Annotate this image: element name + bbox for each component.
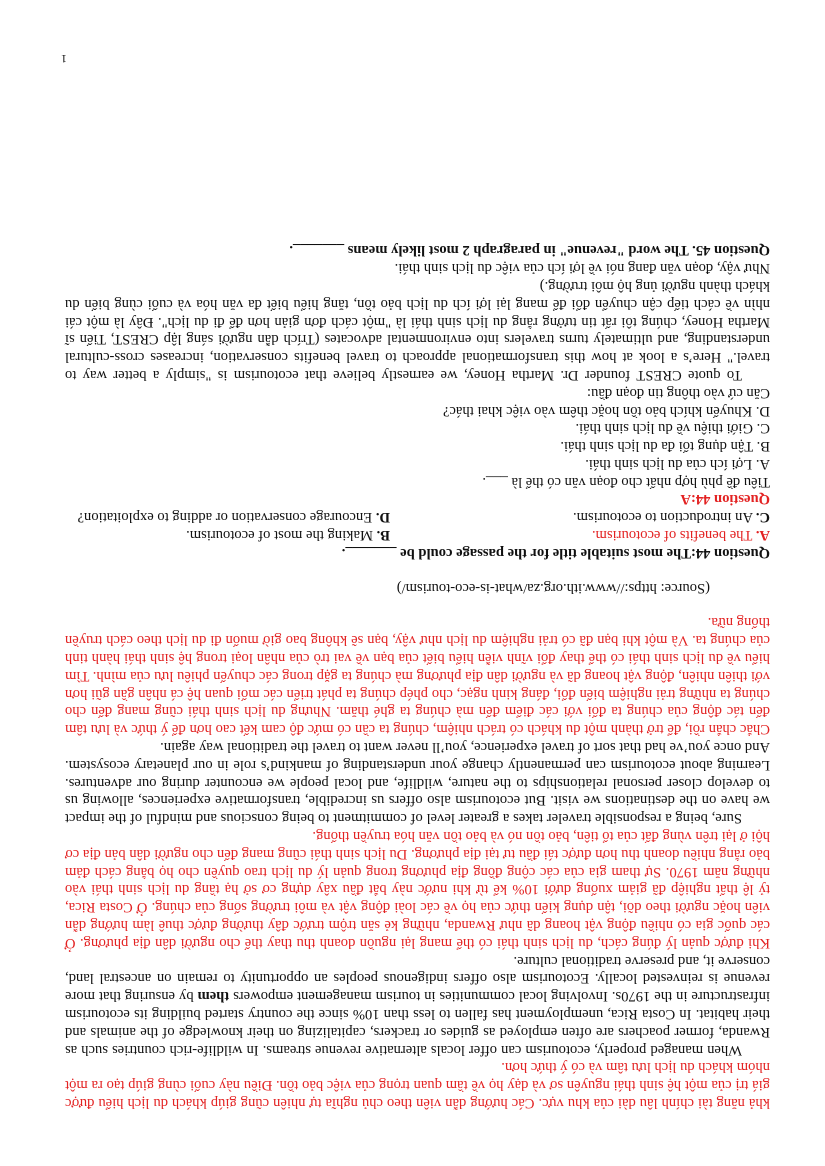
question-44-option-d: D. Encourage conservation or adding to exploitation? <box>77 509 390 526</box>
paragraph-1-translation-tail: khả năng tài chính lâu dài của khu vực. Các hướng dẫn viên theo chủ nghĩa tự nhiên cũng giúp khách du lịch hiểu được giá trị của một hệ sinh thái nguyên sơ và dạy họ về tầm quan trọng của việc bảo tồn. Điều này cuối cùng giúp tạo ra một nhóm khách du lịch lưu tâm và có ý thức hơn. <box>65 1059 770 1111</box>
document-content <box>65 241 770 1111</box>
question-45-stem: Question 45. The word "revenue" in paragraph 2 most likely means _______. <box>289 242 770 259</box>
paragraph-2-english: When managed properly, ecotourism can offer locals alternative revenue streams. In wildlife-rich countries such as Rwanda, former poachers are often employed as guides or trackers, capitalizing on their knowledge of the animals and their habitat. In Costa Rica, unemployment has fallen to less than 10% since the country started building its ecotourism infrastructure in the 1970s. Involving local communities in tourism management empowers them by ensuring that more revenue is reinvested locally. Ecotourism also offers indigenous peoples an opportunity to remain on ancestral land, conserve it, and preserve traditional culture. <box>65 952 770 1058</box>
question-44-option-b: B. Making the most of ecotourism. <box>186 527 390 544</box>
question-44-answer-heading: Question 44:A <box>680 491 770 508</box>
source-citation: (Source: https://www.ith.org.za/what-is-eco-tourism/) <box>396 579 710 596</box>
question-44-conclusion: Như vậy, đoạn văn đang nói về lợi ích của việc du lịch sinh thái. <box>394 260 770 277</box>
emphasized-word-them: them <box>197 988 230 1005</box>
question-44-option-c: C. An introduction to ecotourism. <box>572 509 770 526</box>
question-44-stem: Question 44:The most suitable title for the passage could be _______. <box>341 544 770 561</box>
question-44-vi-basis: Căn cứ vào thông tin đoạn đầu: <box>587 384 770 401</box>
paragraph-3-translation: Chắc chắn rồi, để trở thành một du khách có trách nhiệm, chúng ta cần có mức độ cam kết cao hơn để ý thức và lưu tâm đến tác động của chúng ta đối với các điểm đến mà chúng ta ghé thăm. Nhưng du lịch sinh thái cũng mang đến cho chúng ta những trải nghiệm biến đổi, đáng kinh ngạc, cho phép chúng ta phát triển các mối quan hệ cá nhân gần gũi hơn với thiên nhiên, động vật hoang dã và người dân địa phương mà chúng ta gặp trong các chuyến phiêu lưu của mình. Tìm hiểu về du lịch sinh thái có thể thay đổi vĩnh viễn hiểu biết của bạn về vai trò của nhân loại trong hệ sinh thái hành tinh của chúng ta. Và một khi bạn đã có trải nghiệm du lịch như vậy, bạn sẽ không bao giờ muốn đi du lịch theo cách truyền thống nữa. <box>65 614 770 738</box>
question-44-options-row-1 <box>65 525 770 543</box>
paragraph-3-english: Sure, being a responsible traveler takes a greater level of commitment to being conscious and mindful of the impact we have on the destinations we visit. But ecotourism also offers us incredible, transformative experiences, allowing us to develop closer personal relationships to the nature, wildlife, and local people we encounter during our adventures. Learning about ecotourism can permanently change your understanding of mankind’s role in our planetary ecosystem. And once you’ve had that sort of travel experience, you’ll never want to travel the traditional way again. <box>65 739 770 827</box>
question-44-vi-option-a: A. Lợi ích của du lịch sinh thái. <box>585 455 770 472</box>
question-44-explanation: To quote CREST founder Dr. Martha Honey, we earnestly believe that ecotourism is "simply a better way to travel." Here’s a look at how this transformational approach to travel benefits conservation, increases cross-cultural understanding, and ultimately turns travelers into environmental advocates (Trích dẫn người sáng lập CREST, Tiến sĩ Martha Honey, chúng tôi rất tin tưởng rằng du lịch sinh thái là "một cách đơn giản hơn để đi du lịch". Đây là một cái nhìn về cách tiếp cận chuyển đổi để mang lại lợi ích du lịch bảo tồn, tăng hiểu biết đa văn hóa và cuối cùng biến du khách thành người ủng hộ môi trường.) <box>65 277 770 383</box>
question-44-vi-option-d: D. Khuyến khích bảo tồn hoặc thêm vào việc khai thác? <box>442 402 770 419</box>
question-44-vi-option-b: B. Tận dụng tối đa du lịch sinh thái. <box>560 438 770 455</box>
question-44-vi-option-c: C. Giới thiệu về du lịch sinh thái. <box>575 420 770 437</box>
question-44-option-a: A. The benefits of ecotourism. <box>591 527 770 544</box>
question-44-vi-stem: Tiêu đề phù hợp nhất cho đoạn văn có thể là ___. <box>482 473 770 490</box>
page-number: 1 <box>61 52 67 66</box>
paragraph-2-translation: Khi được quản lý đúng cách, du lịch sinh thái có thể mang lại nguồn doanh thu thay thế cho người dân địa phương. Ở các quốc gia có nhiều động vật hoang dã như Rwanda, những kẻ săn trộm trước đây thường được thuê làm hướng dẫn viên hoặc người theo dõi, tận dụng kiến thức của họ về các loài động vật và môi trường sống của chúng. Ở Costa Rica, tỷ lệ thất nghiệp đã giảm xuống dưới 10% kể từ khi nước này bắt đầu xây dựng cơ sở hạ tầng du lịch sinh thái vào những năm 1970. Sự tham gia của các cộng đồng địa phương trong quản lý du lịch trao quyền cho họ bằng cách đảm bảo rằng nhiều doanh thu hơn được tái đầu tư tại địa phương. Du lịch sinh thái cũng mang đến cho người dân bản địa cơ hội ở lại trên vùng đất của tổ tiên, bảo tồn nó và bảo tồn văn hóa truyền thống. <box>65 828 770 951</box>
question-44-options-row-2 <box>65 508 770 526</box>
